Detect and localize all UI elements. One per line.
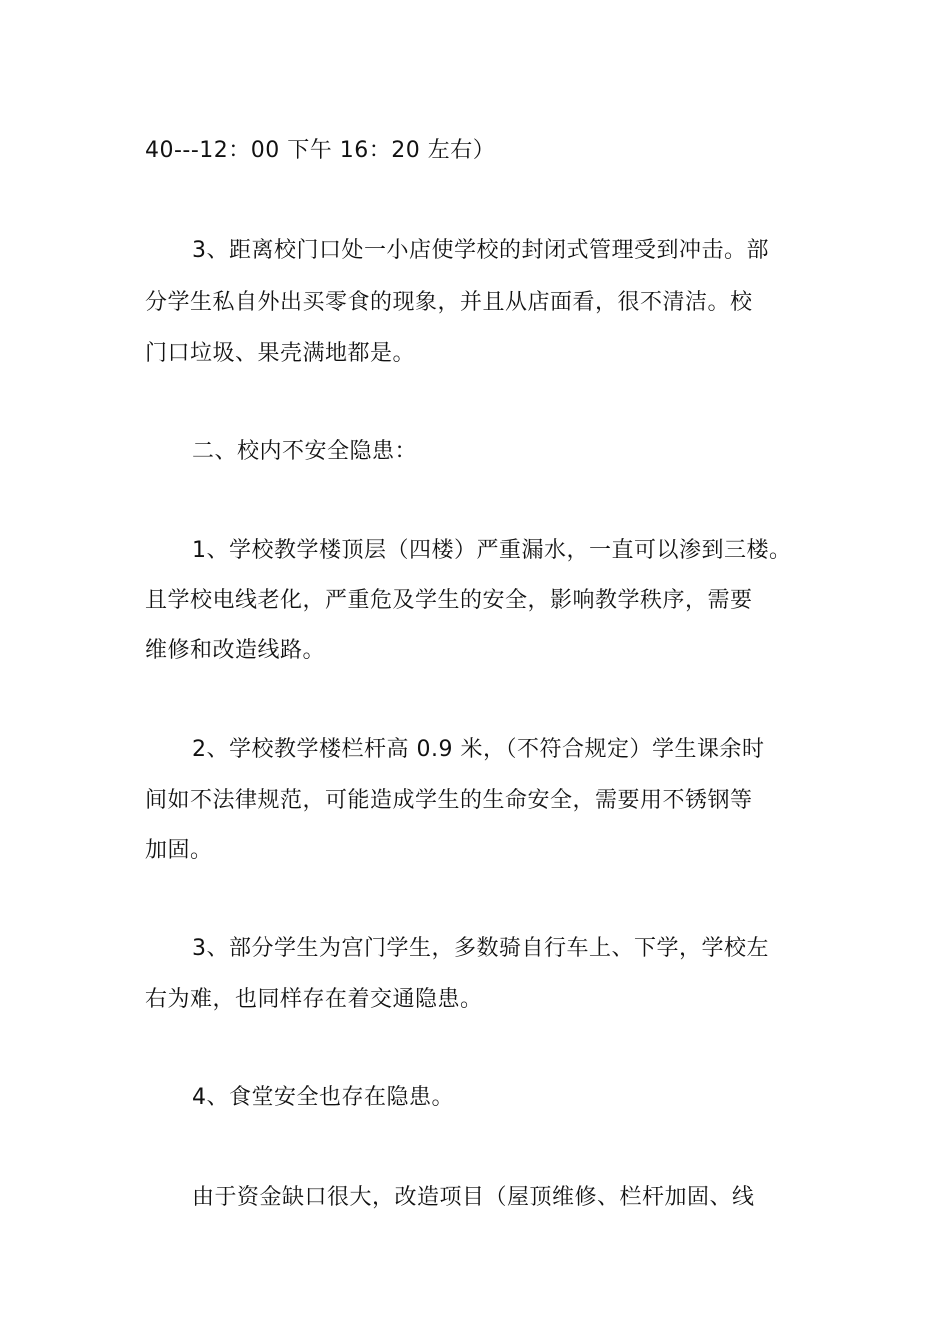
paragraph-3-line-3: 加固。 <box>145 838 213 863</box>
time-continuation-line: 40---12：00 下午 16：20 左右） <box>145 138 496 163</box>
paragraph-4-line-2: 右为难，也同样存在着交通隐患。 <box>145 987 483 1012</box>
paragraph-2-line-3: 维修和改造线路。 <box>145 638 326 663</box>
section-heading: 二、校内不安全隐患： <box>192 439 418 464</box>
paragraph-2-line-2: 且学校电线老化，严重危及学生的安全，影响教学秩序，需要 <box>145 588 753 613</box>
paragraph-3-line-1: 2、学校教学楼栏杆高 0.9 米，（不符合规定）学生课余时 <box>192 737 765 762</box>
paragraph-3-line-2: 间如不法律规范，可能造成学生的生命安全，需要用不锈钢等 <box>145 788 753 813</box>
paragraph-4-line-1: 3、部分学生为宫门学生，多数骑自行车上、下学，学校左 <box>192 936 769 961</box>
paragraph-1-line-2: 分学生私自外出买零食的现象，并且从店面看，很不清洁。校 <box>145 290 753 315</box>
paragraph-2-line-1: 1、学校教学楼顶层（四楼）严重漏水，一直可以渗到三楼。 <box>192 538 792 563</box>
paragraph-6-line-1: 由于资金缺口很大，改造项目（屋顶维修、栏杆加固、线 <box>192 1185 755 1210</box>
paragraph-5-line-1: 4、食堂安全也存在隐患。 <box>192 1085 454 1110</box>
paragraph-1-line-1: 3、距离校门口处一小店使学校的封闭式管理受到冲击。部 <box>192 238 769 263</box>
paragraph-1-line-3: 门口垃圾、果壳满地都是。 <box>145 341 416 366</box>
